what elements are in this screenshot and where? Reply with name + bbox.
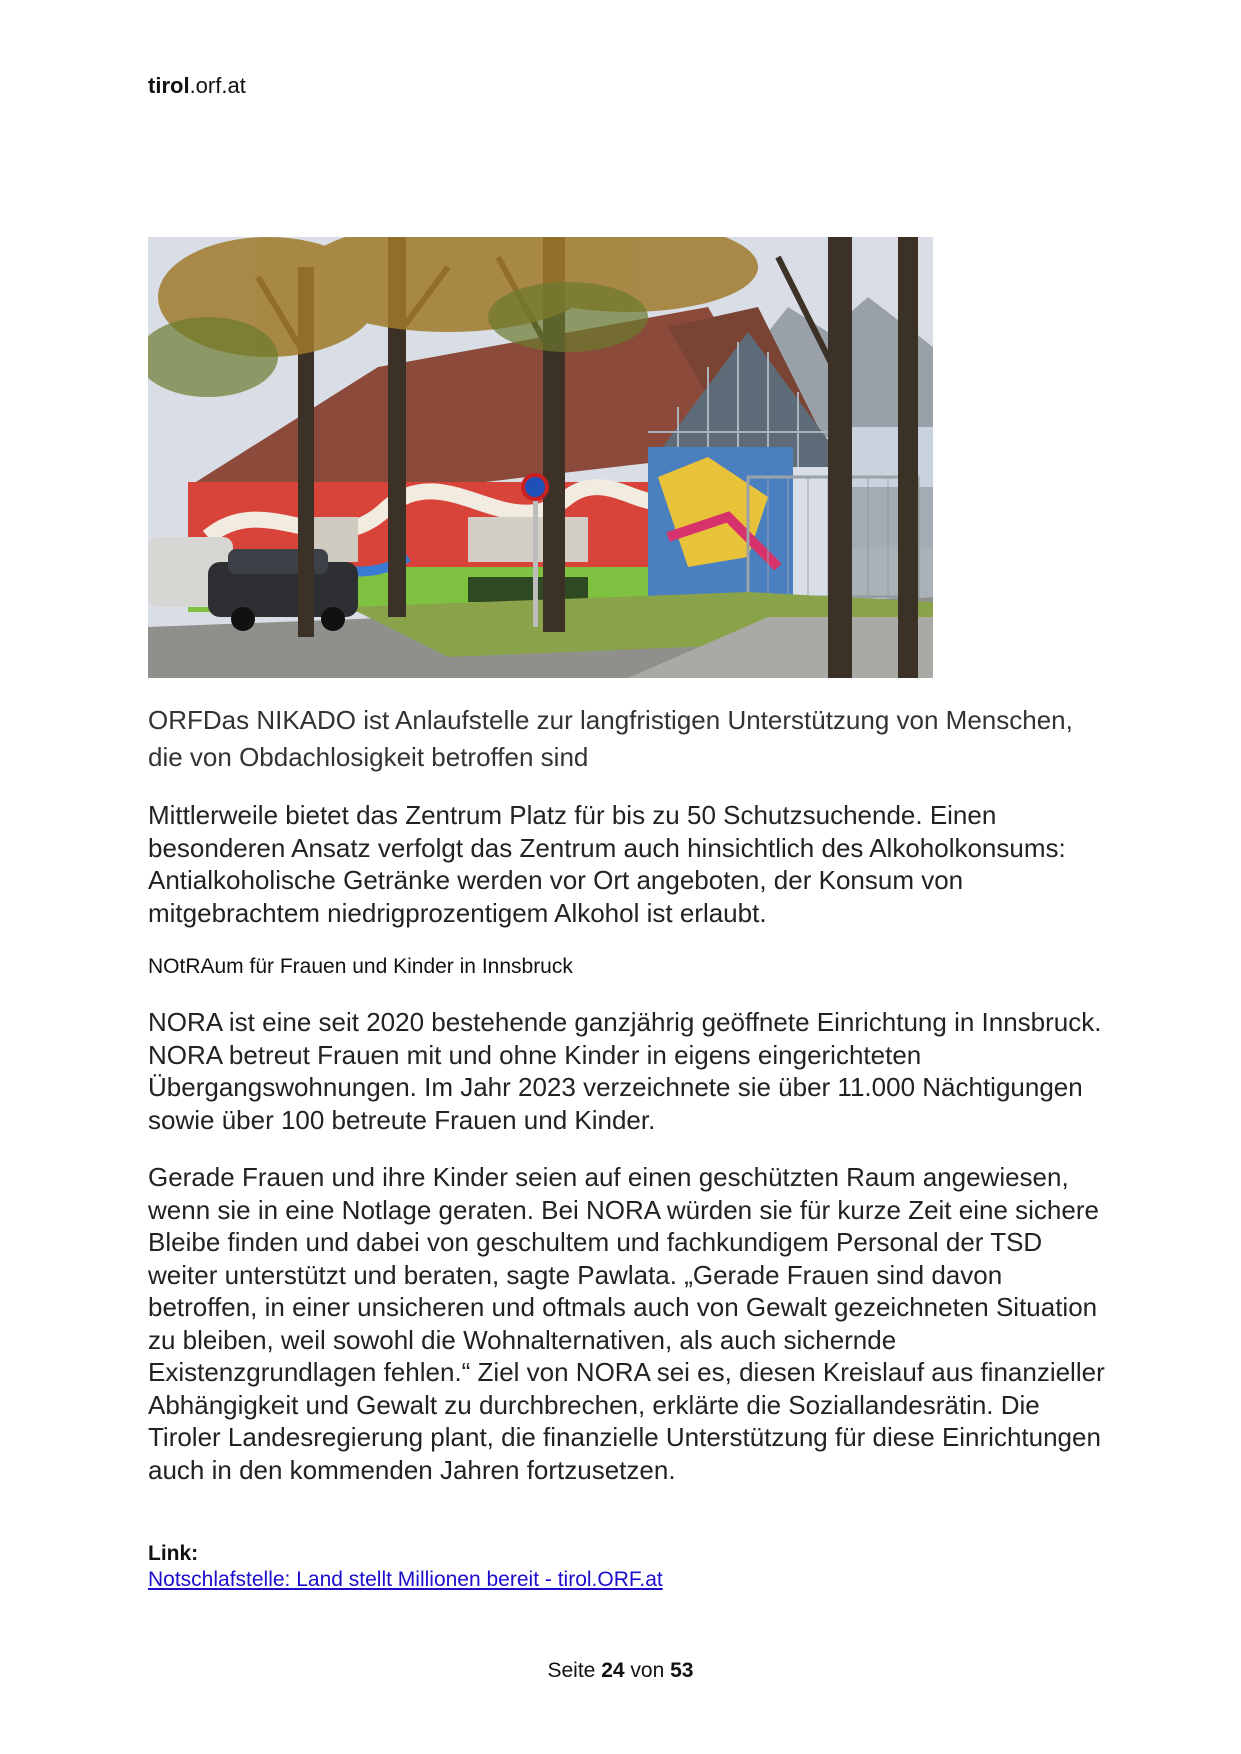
page-footer bbox=[0, 1659, 1241, 1683]
article-paragraph: Gerade Frauen und ihre Kinder seien auf einen geschützten Raum angewiesen, wenn sie in eine Notlage geraten. Bei NORA würden sie für kurze Zeit eine sichere Bleibe finden und dabei von geschultem und fachkundigem Personal der TSD weiter unterstützt und beraten, sagte Pawlata. „Gerade Frauen sind davon betroffen, in einer unsicheren und oftmals auch von Gewalt gezeichneten Situation zu bleiben, weil sowohl die Wohnalternativen, als auch sichernde Existenzgrundlagen fehlen.“ Ziel von NORA sei es, diesen Kreislauf aus finanzieller Abhängigkeit und Gewalt zu durchbrechen, erklärte die Soziallandesrätin. Die Tiroler Landesregierung plant, die finanzielle Unterstützung für diese Einrichtungen auch in den kommenden Jahren fortzusetzen. bbox=[148, 1162, 1105, 1485]
article-paragraph: NORA ist eine seit 2020 bestehende ganzjährig geöffnete Einrichtung in Innsbruck. NORA betreut Frauen mit und ohne Kinder in eigens eingerichteten Übergangswohnungen. Im Jahr 2023 verzeichnete sie über 11.000 Nächtigungen sowie über 100 betreute Frauen und Kinder. bbox=[148, 1007, 1102, 1135]
brand-bold: tirol bbox=[148, 73, 190, 98]
brand-rest: .orf.at bbox=[189, 73, 246, 98]
article-subheading: NOtRAum für Frauen und Kinder in Innsbruck bbox=[148, 955, 573, 978]
article-paragraph: Mittlerweile bietet das Zentrum Platz für bis zu 50 Schutzsuchende. Einen besonderen Ansatz verfolgt das Zentrum auch hinsichtlich des Alkoholkonsums: Antialkoholische Getränke werden vor Ort angeboten, der Konsum von mitgebrachtem niedrigprozentigem Alkohol ist erlaubt. bbox=[148, 800, 1066, 928]
site-brand bbox=[148, 73, 246, 99]
source-link[interactable]: Notschlafstelle: Land stellt Millionen bereit - tirol.ORF.at bbox=[148, 1568, 663, 1591]
article-photo bbox=[148, 237, 933, 678]
footer-prefix: Seite bbox=[547, 1659, 596, 1682]
photo-caption: ORFDas NIKADO ist Anlaufstelle zur langfristigen Unterstützung von Menschen, die von Obdachlosigkeit betroffen sind bbox=[148, 705, 1073, 772]
total-pages-number: 53 bbox=[670, 1659, 694, 1682]
link-label: Link: bbox=[148, 1542, 199, 1565]
footer-middle: von bbox=[630, 1659, 665, 1682]
current-page-number: 24 bbox=[601, 1659, 625, 1682]
